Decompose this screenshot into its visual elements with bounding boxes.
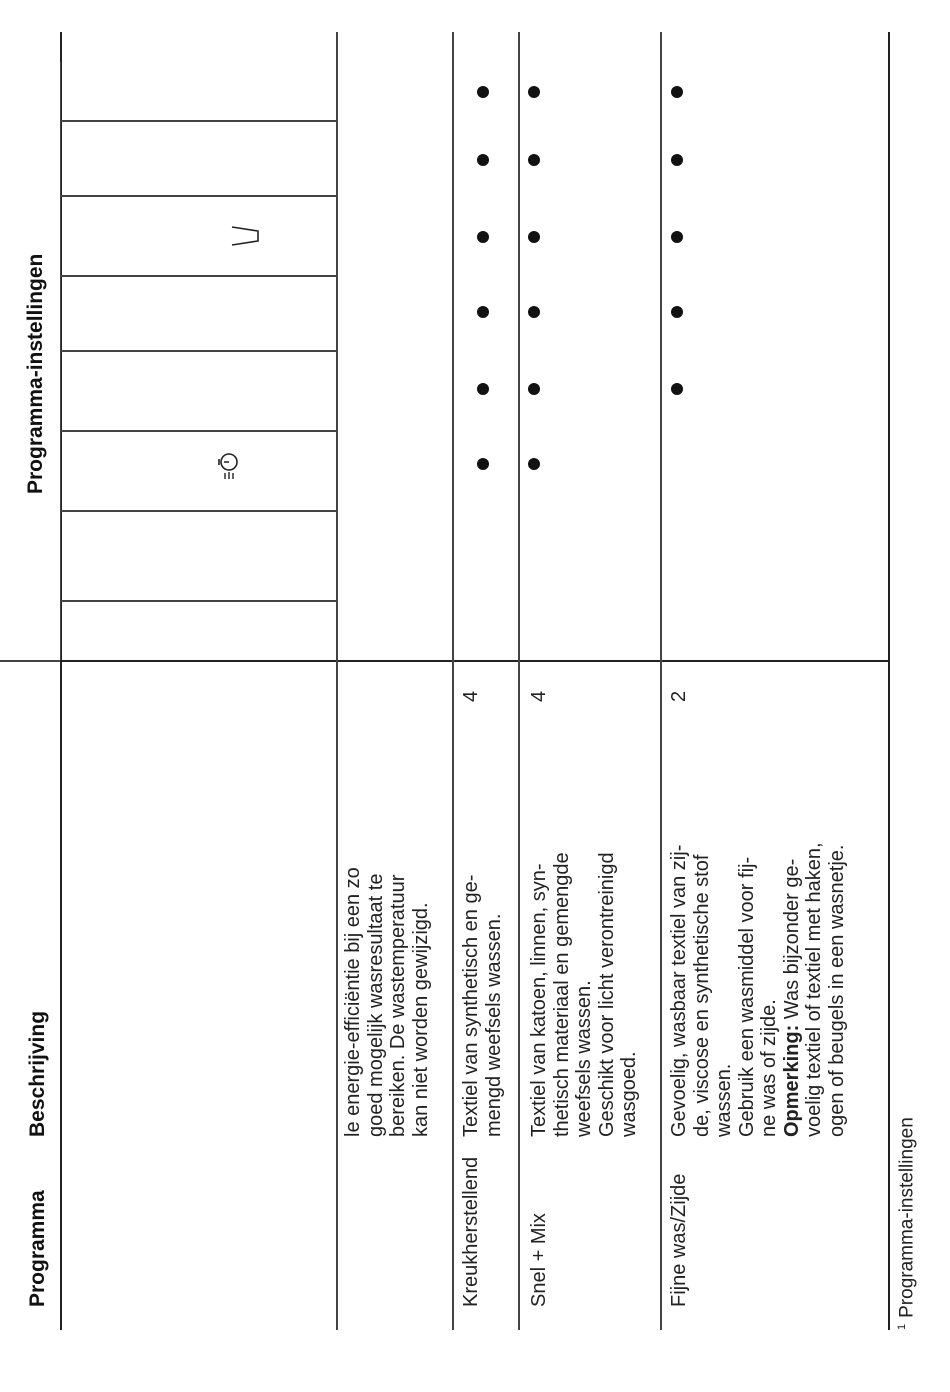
- footnote: $^1$Programma-instellingen: [896, 1117, 918, 1330]
- setting-mark: [671, 154, 683, 166]
- row-2-program: Snel + Mix: [528, 1213, 550, 1307]
- row-2-load: 4: [528, 690, 550, 702]
- row-border-1: [336, 32, 338, 1330]
- settings-subcol-6: [60, 196, 336, 198]
- row-1-description: Textiel van synthetisch en ge- mengd weefsels wassen.: [460, 874, 505, 1137]
- settings-subcol-4: [60, 351, 336, 353]
- header-description: Beschrijving: [26, 1010, 49, 1137]
- row-3-program: Fijne was/Zijde: [668, 1173, 690, 1307]
- row-1-program: Kreukherstellend: [460, 1156, 482, 1307]
- header-settings: Programma-instellingen: [24, 253, 47, 494]
- row-3-load: 2: [668, 690, 690, 702]
- settings-subcol-7: [60, 121, 336, 123]
- settings-subcol-5: [60, 276, 336, 278]
- header-program: Programma: [26, 1190, 49, 1307]
- settings-header-rule: [60, 62, 61, 662]
- setting-mark: [477, 306, 489, 318]
- row-border-3: [518, 32, 520, 1330]
- drum-icon: [228, 225, 262, 247]
- setting-mark: [671, 306, 683, 318]
- setting-mark: [671, 86, 683, 98]
- setting-mark: [477, 231, 489, 243]
- setting-mark: [477, 458, 489, 470]
- row-border-2: [452, 32, 454, 1330]
- setting-mark: [528, 383, 540, 395]
- row-2-description: Textiel van katoen, linnen, syn- thetisch materiaal en gemengde weefsels wassen. Geschikt voor licht verontreinigd wasgoed.: [528, 852, 640, 1137]
- setting-mark: [671, 231, 683, 243]
- row-border-4: [660, 32, 662, 1330]
- setting-mark: [477, 86, 489, 98]
- setting-mark: [528, 458, 540, 470]
- settings-subcol-3: [60, 431, 336, 433]
- settings-subcol-2: [60, 511, 336, 513]
- setting-mark: [671, 383, 683, 395]
- note-label: Opmerking:: [780, 1024, 803, 1137]
- setting-mark: [477, 383, 489, 395]
- settings-column-divider: [60, 660, 888, 662]
- settings-subcol-1: [60, 601, 336, 603]
- header-divider: [0, 661, 60, 663]
- setting-mark: [528, 306, 540, 318]
- setting-mark: [528, 231, 540, 243]
- setting-mark: [528, 154, 540, 166]
- table-bottom-border: [888, 32, 890, 1330]
- row-3-description: Gevoelig, wasbaar textiel van zij- de, viscose en synthetische stof wassen. Gebruik een wasmiddel voor fij- ne was of zijde. Opmerking: Was bijzonder ge- voelig textiel of textiel met haken, ogen of beugels in een wasnetje.: [668, 842, 848, 1137]
- row-0-description: le energie-efficiëntie bij een zo goed mogelijk wasresultaat te bereiken. De wastemperatuur kan niet worden gewijzigd.: [342, 867, 432, 1137]
- setting-mark: [528, 86, 540, 98]
- row-1-load: 4: [460, 690, 482, 702]
- timer-icon: [215, 446, 241, 482]
- setting-mark: [477, 154, 489, 166]
